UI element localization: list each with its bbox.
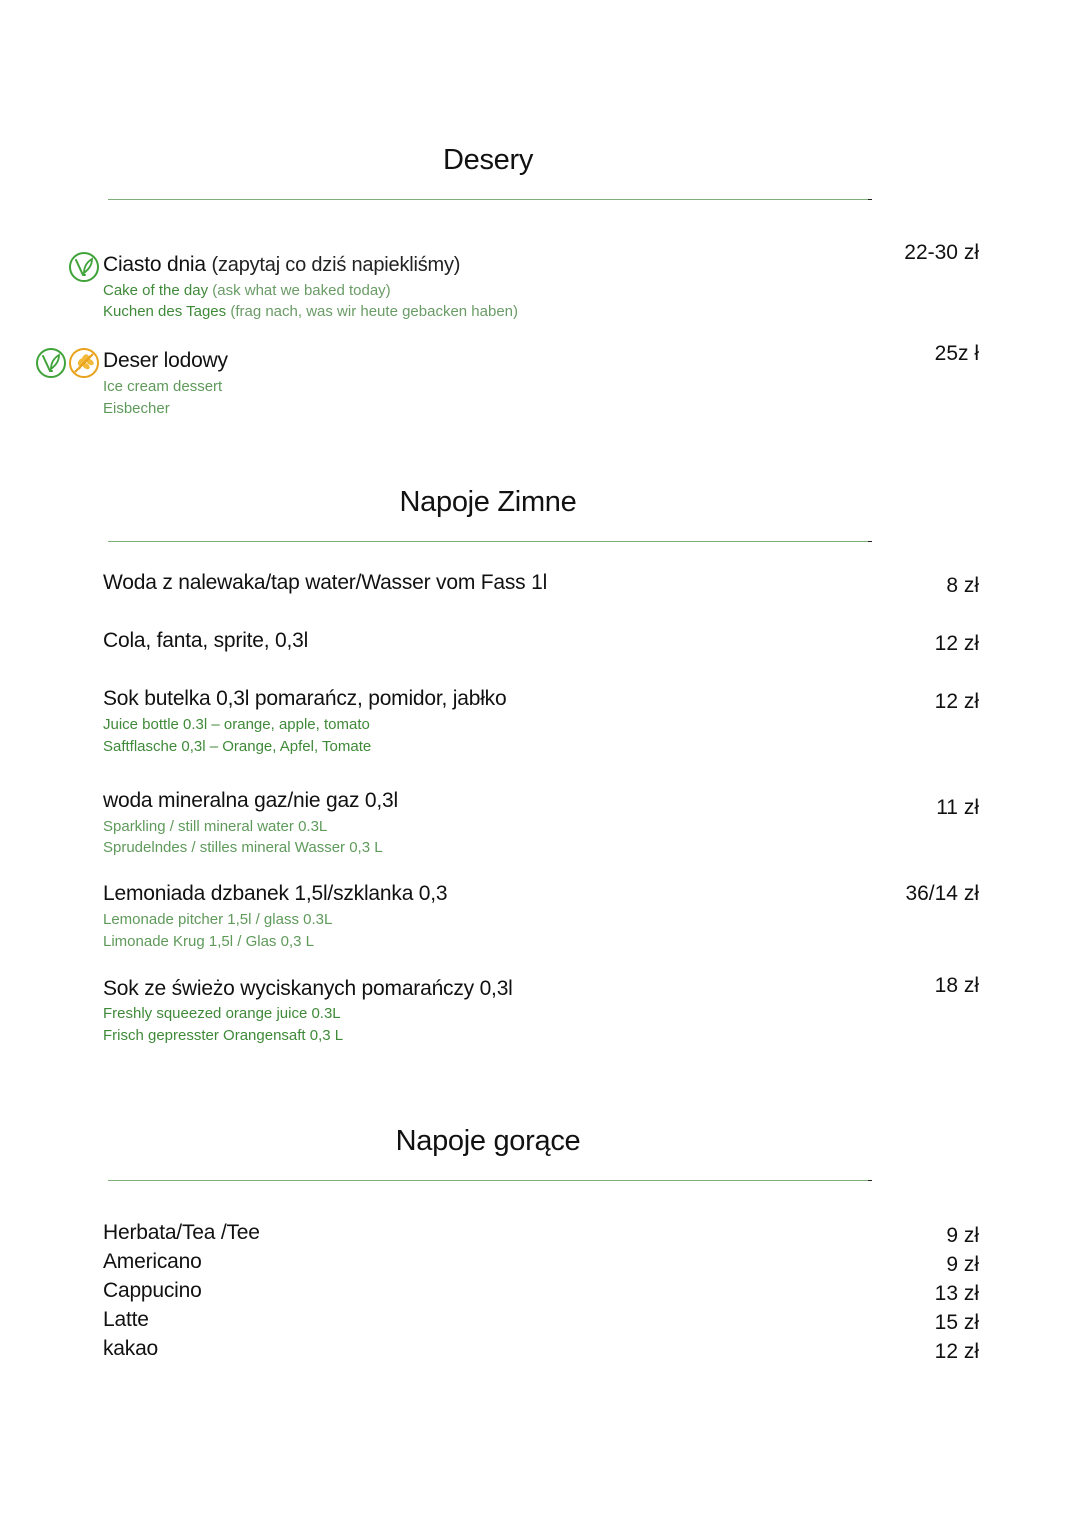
- item-translation-de: Eisbecher: [103, 400, 170, 417]
- item-price: 13 zł: [934, 1282, 979, 1305]
- menu-item-deser-lodowy: [103, 349, 228, 373]
- vegetarian-icon: [35, 347, 67, 384]
- item-price: 11 zł: [936, 796, 979, 819]
- section-title-napoje-gorace: Napoje gorące: [395, 1125, 581, 1157]
- menu-item-latte: Latte: [103, 1308, 149, 1331]
- vegetarian-icon: [68, 251, 100, 288]
- menu-item-americano: Americano: [103, 1250, 202, 1273]
- item-translation-de: Saftflasche 0,3l – Orange, Apfel, Tomate: [103, 738, 372, 755]
- item-translation-en: Juice bottle 0.3l – orange, apple, tomato: [103, 716, 370, 733]
- section-divider: [108, 541, 868, 542]
- item-price: 22-30 zł: [904, 241, 979, 264]
- item-price: 25z ł: [934, 342, 979, 365]
- item-translation-en: Sparkling / still mineral water 0.3L: [103, 818, 328, 835]
- item-price: 36/14 zł: [905, 882, 979, 905]
- menu-item-lemoniada: Lemoniada dzbanek 1,5l/szklanka 0,3: [103, 882, 448, 905]
- menu-item-woda-z-nalewaka: Woda z nalewaka/tap water/Wasser vom Fass 1l: [103, 571, 548, 594]
- item-translation-de: Frisch gepresster Orangensaft 0,3 L: [103, 1027, 344, 1044]
- item-name: Ciasto dnia: [103, 253, 206, 276]
- gluten-free-icon: [68, 347, 100, 384]
- section-divider: [108, 1180, 868, 1181]
- item-price: 18 zł: [934, 974, 979, 997]
- section-title-napoje-zimne: Napoje Zimne: [399, 486, 577, 518]
- menu-item-woda-mineralna: woda mineralna gaz/nie gaz 0,3l: [103, 789, 398, 812]
- menu-item-cappucino: Cappucino: [103, 1279, 202, 1302]
- menu-item-herbata: Herbata/Tea /Tee: [103, 1221, 260, 1244]
- item-price: 12 zł: [934, 1340, 979, 1363]
- item-translation-en: Ice cream dessert: [103, 378, 223, 395]
- item-price: 9 zł: [946, 1253, 979, 1276]
- item-name: Deser lodowy: [103, 349, 228, 372]
- menu-item-cola-fanta-sprite: Cola, fanta, sprite, 0,3l: [103, 629, 309, 652]
- menu-item-kakao: kakao: [103, 1337, 159, 1360]
- item-price: 9 zł: [946, 1224, 979, 1247]
- item-translation-de: Kuchen des Tages (frag nach, was wir heute gebacken haben): [103, 303, 519, 320]
- item-price: 12 zł: [934, 690, 979, 713]
- item-translation-en: Freshly squeezed orange juice 0.3L: [103, 1005, 341, 1022]
- item-translation-en: Lemonade pitcher 1,5l / glass 0.3L: [103, 911, 333, 928]
- menu-item-ciasto-dnia: [103, 253, 460, 277]
- section-title-desery: Desery: [442, 144, 534, 176]
- item-translation-en: Cake of the day (ask what we baked today): [103, 282, 391, 299]
- item-translation-de: Limonade Krug 1,5l / Glas 0,3 L: [103, 933, 314, 950]
- menu-item-sok-swiezo-wyciskany: Sok ze świeżo wyciskanych pomarańczy 0,3l: [103, 977, 513, 1000]
- item-translation-de: Sprudelndes / stilles mineral Wasser 0,3 L: [103, 839, 383, 856]
- item-price: 15 zł: [934, 1311, 979, 1334]
- section-divider: [108, 199, 868, 200]
- item-price: 12 zł: [934, 632, 979, 655]
- menu-item-sok-butelka: Sok butelka 0,3l pomarańcz, pomidor, jabłko: [103, 687, 507, 710]
- item-price: 8 zł: [946, 574, 979, 597]
- item-note: (zapytaj co dziś napiekliśmy): [211, 254, 461, 276]
